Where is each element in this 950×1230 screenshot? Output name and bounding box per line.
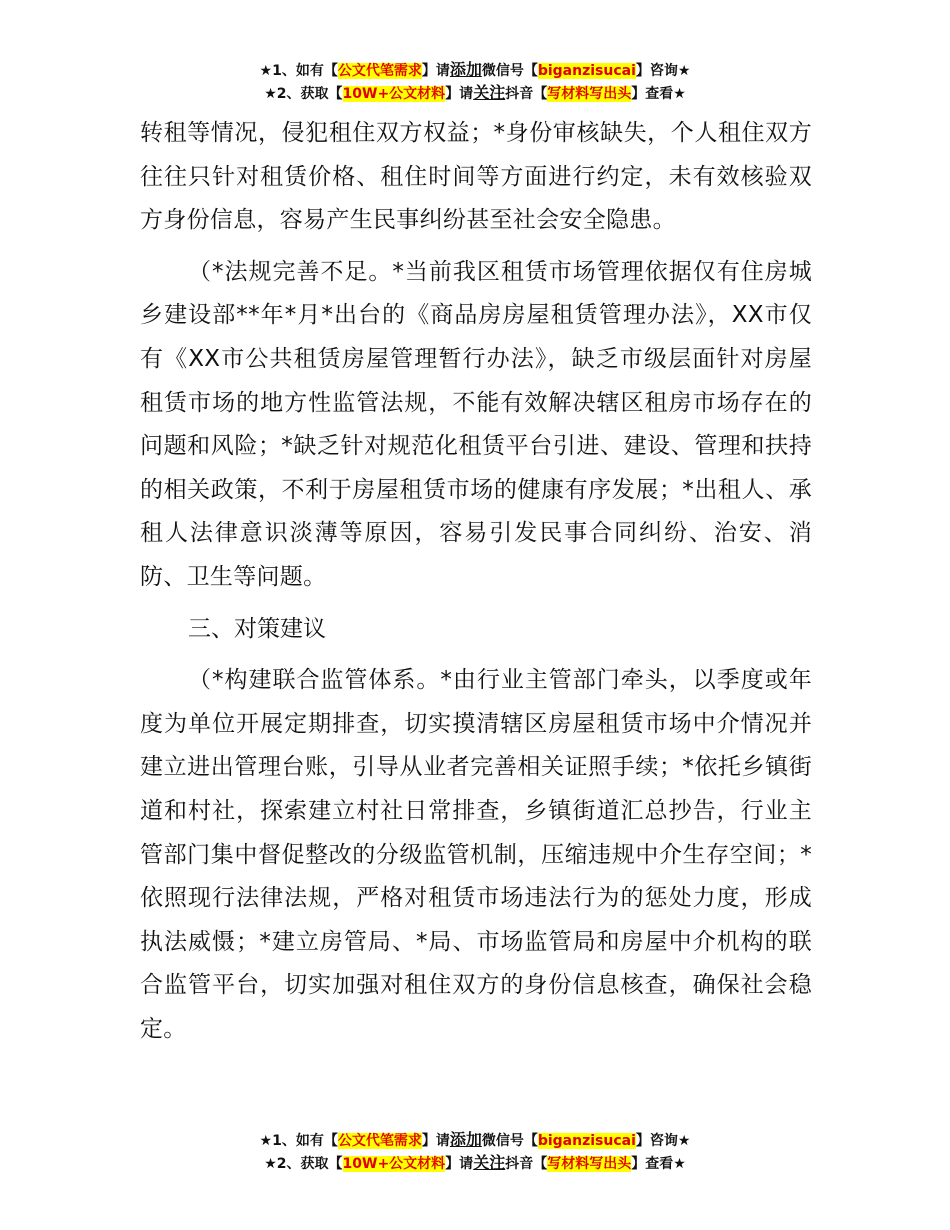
banner-text: 】查看★: [631, 1156, 686, 1172]
banner-text: ★1、如有【: [259, 63, 338, 79]
highlight-text: biganzisucai: [537, 63, 636, 79]
banner-text: 抖音【: [505, 86, 548, 102]
banner-text: 】请: [445, 86, 474, 102]
emphasis-text: 关注: [473, 83, 506, 102]
paragraph-3: （*构建联合监管体系。*由行业主管部门牵头，以季度或年度为单位开展定期排查，切实摸清辖区房屋租赁市场中介情况并建立进出管理台账，引导从业者完善相关证照手续；*依托乡镇街道和村社，探索建立村社日常排查，乡镇街道汇总抄告，行业主管部门集中督促整改的分级监管机制，压缩违规中介生存空间；*依照现行法律法规，严格对租赁市场违法行为的惩处力度，形成执法威慑；*建立房管局、*局、市场监管局和房屋中介机构的联合监管平台，切实加强对租住双方的身份信息核查，确保社会稳定。: [140, 667, 812, 1042]
highlight-text: 10W+公文材料: [342, 86, 446, 102]
emphasis-text: 添加: [449, 60, 482, 79]
banner-text: ★2、获取【: [264, 1156, 343, 1172]
banner-text: 抖音【: [505, 1156, 548, 1172]
highlight-text: 写材料写出头: [547, 1156, 632, 1172]
highlight-text: 公文代笔需求: [337, 63, 422, 79]
banner-text: ★2、获取【: [264, 86, 343, 102]
banner-text: 】请: [445, 1156, 474, 1172]
highlight-text: 10W+公文材料: [342, 1156, 446, 1172]
highlight-text: biganzisucai: [537, 1133, 636, 1149]
emphasis-text: 关注: [473, 1153, 506, 1172]
banner-line-1: [0, 59, 950, 82]
highlight-text: 写材料写出头: [547, 86, 632, 102]
banner-line-2: [0, 1152, 950, 1175]
banner-text: 微信号【: [481, 1133, 538, 1149]
document-body: [140, 112, 812, 1059]
banner-text: 】查看★: [631, 86, 686, 102]
banner-text: ★1、如有【: [259, 1133, 338, 1149]
paragraph-2: （*法规完善不足。*当前我区租赁市场管理依据仅有住房城乡建设部**年*月*出台的《商品房房屋租赁管理办法》，XX市仅有《XX市公共租赁房屋管理暂行办法》，缺乏市级层面针对房屋租赁市场的地方性监管法规，不能有效解决辖区租房市场存在的问题和风险；*缺乏针对规范化租赁平台引进、建设、管理和扶持的相关政策，不利于房屋租赁市场的健康有序发展；*出租人、承租人法律意识淡薄等原因，容易引发民事合同纠纷、治安、消防、卫生等问题。: [140, 258, 812, 590]
banner-text: 】咨询★: [635, 1133, 691, 1149]
banner-text: 】咨询★: [635, 63, 691, 79]
banner-text: 】请: [421, 1133, 450, 1149]
paragraph-1: 转租等情况，侵犯租住双方权益；*身份审核缺失，个人租住双方往往只针对租赁价格、租住时间等方面进行约定，未有效核验双方身份信息，容易产生民事纠纷甚至社会安全隐患。: [140, 120, 812, 234]
banner-line-1: [0, 1129, 950, 1152]
emphasis-text: 添加: [449, 1130, 482, 1149]
section-heading: 三、对策建议: [188, 615, 326, 642]
banner-text: 微信号【: [481, 63, 538, 79]
banner-line-2: [0, 82, 950, 105]
header-banner: [0, 59, 950, 105]
highlight-text: 公文代笔需求: [337, 1133, 422, 1149]
banner-text: 】请: [421, 63, 450, 79]
footer-banner: [0, 1129, 950, 1175]
